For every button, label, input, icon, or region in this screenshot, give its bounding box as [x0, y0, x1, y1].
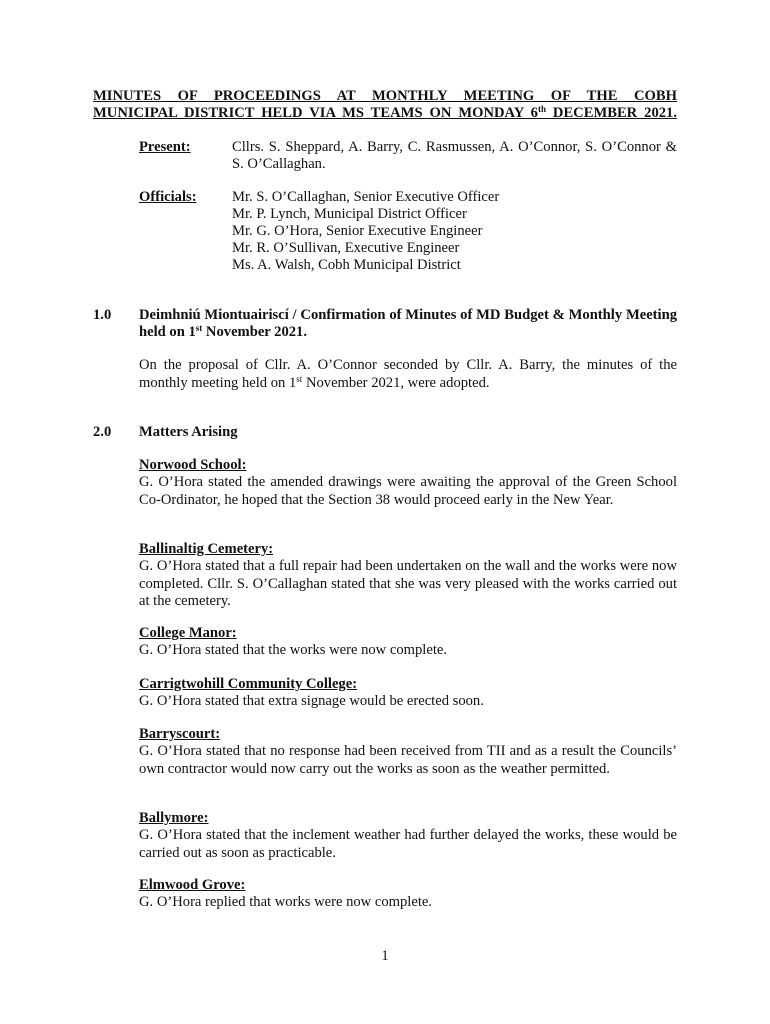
item-title: Elmwood Grove: — [139, 877, 246, 893]
title-line-1: MINUTES OF PROCEEDINGS AT MONTHLY MEETING OF THE COBH — [93, 88, 677, 104]
item-text: G. O’Hora stated that the inclement weather had further delayed the works, these would be carried out as soon as practicable. — [139, 827, 677, 861]
item-title: Ballymore: — [139, 810, 209, 826]
item-title: Barryscourt: — [139, 726, 221, 742]
item-title: Ballinaltig Cemetery: — [139, 541, 274, 557]
present-label: Present: — [139, 139, 191, 155]
item-text: G. O’Hora stated that a full repair had been undertaken on the wall and the works were now completed. Cllr. S. O’Callaghan stated that she was very pleased with the works carried out at the cemetery. — [139, 558, 677, 609]
item-text: G. O’Hora replied that works were now complete. — [139, 894, 432, 910]
item-text: G. O’Hora stated that no response had been received from TII and as a result the Councils’ own contractor would now carry out the works as soon as the weather permitted. — [139, 743, 677, 777]
official-item: Mr. R. O’Sullivan, Executive Engineer — [232, 240, 460, 256]
item-title: College Manor: — [139, 625, 237, 641]
officials-label: Officials: — [139, 189, 197, 205]
document-title — [93, 88, 677, 122]
section-1-body: On the proposal of Cllr. A. O’Connor seconded by Cllr. A. Barry, the minutes of the monthly meeting held on 1st November 2021, were adopted. — [139, 357, 677, 391]
item-text: G. O’Hora stated that extra signage would be erected soon. — [139, 693, 484, 709]
section-2-number: 2.0 — [93, 424, 112, 440]
section-2-heading: Matters Arising — [139, 424, 238, 440]
section-1-heading: Deimhniú Miontuairiscí / Confirmation of Minutes of MD Budget & Monthly Meeting held on 1st November 2021. — [139, 307, 677, 340]
officials-list — [232, 189, 677, 274]
official-item: Mr. S. O’Callaghan, Senior Executive Officer — [232, 189, 500, 205]
item-text: G. O’Hora stated that the works were now complete. — [139, 642, 447, 658]
item-title: Carrigtwohill Community College: — [139, 676, 358, 692]
item-title: Norwood School: — [139, 457, 247, 473]
item-text: G. O’Hora stated the amended drawings were awaiting the approval of the Green School Co-Ordinator, he hoped that the Section 38 would proceed early in the New Year. — [139, 474, 677, 508]
title-line-2: MUNICIPAL DISTRICT HELD VIA MS TEAMS ON MONDAY 6th DECEMBER 2021. — [93, 104, 677, 121]
section-1-number: 1.0 — [93, 307, 112, 323]
official-item: Ms. A. Walsh, Cobh Municipal District — [232, 257, 461, 273]
present-list: Cllrs. S. Sheppard, A. Barry, C. Rasmussen, A. O’Connor, S. O’Connor & S. O’Callaghan. — [232, 139, 677, 172]
official-item: Mr. G. O’Hora, Senior Executive Engineer — [232, 223, 483, 239]
official-item: Mr. P. Lynch, Municipal District Officer — [232, 206, 467, 222]
page-number: 1 — [381, 948, 389, 964]
